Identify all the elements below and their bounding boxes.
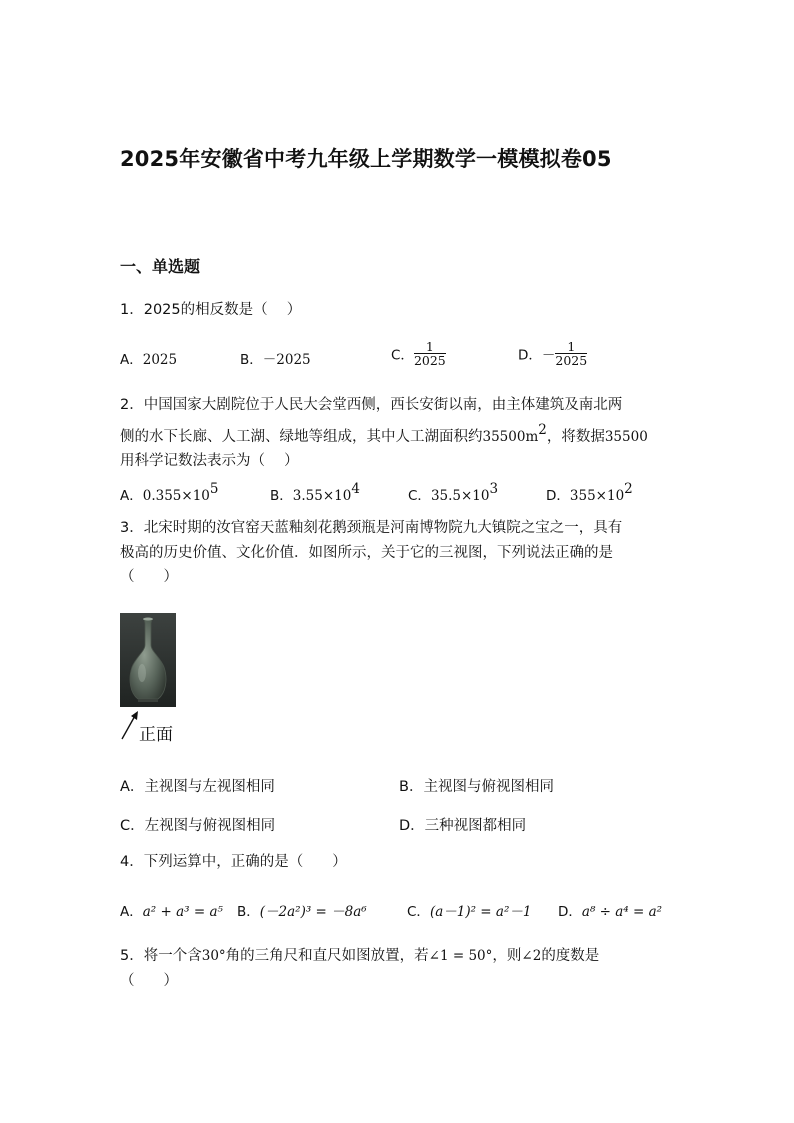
- question-2-stem: [120, 393, 680, 474]
- q2-option-b: [270, 481, 360, 504]
- stem-line-2: （ ）: [120, 972, 178, 989]
- q1-option-c: [391, 340, 446, 367]
- q4-option-a: [120, 900, 223, 920]
- minus-sign: －: [541, 347, 556, 364]
- question-1-stem: 1．2025的相反数是（ ）: [120, 302, 302, 318]
- stem-line-1: 2．中国国家大剧院位于人民大会堂西侧，西长安街以南，由主体建筑及南北两: [120, 397, 623, 413]
- section-heading: 一、单选题: [120, 257, 201, 276]
- option-label: A．: [120, 352, 143, 368]
- option-value: 0.355×10: [142, 488, 210, 504]
- option-label: A．: [120, 904, 143, 920]
- q1-option-a: [120, 348, 177, 368]
- fraction: [414, 340, 446, 367]
- option-value: 3.55×10: [292, 488, 352, 504]
- numerator: 1: [425, 339, 434, 354]
- option-label: A．: [120, 488, 143, 504]
- figure-label-front: 正面: [139, 725, 173, 745]
- vase-image: [120, 613, 176, 707]
- q3-option-c: C．左视图与俯视图相同: [120, 818, 276, 834]
- stem-text: ，则: [492, 948, 522, 964]
- option-value: (a－1)² = a²－1: [429, 904, 532, 920]
- area-value: 35500m: [482, 428, 539, 445]
- number-value: 35500: [604, 428, 648, 445]
- q4-option-d: [558, 900, 662, 920]
- option-label: D．: [546, 488, 570, 504]
- stem-text: ，将数据: [546, 428, 605, 445]
- q2-option-a: [120, 481, 218, 504]
- arrow-icon: [119, 710, 141, 742]
- stem-line-3: （ ）: [120, 569, 178, 585]
- option-value: 2025: [142, 352, 178, 368]
- question-5-stem: [120, 944, 680, 993]
- q3-option-a: A．主视图与左视图相同: [120, 779, 275, 795]
- vase-photo: [120, 613, 176, 707]
- stem-line-2: 极高的历史价值、文化价值．如图所示，关于它的三视图，下列说法正确的是: [120, 544, 613, 561]
- exponent: 2: [624, 481, 633, 497]
- question-4-stem: 4．下列运算中，正确的是（ ）: [120, 854, 347, 870]
- q2-option-c: [408, 481, 498, 504]
- option-label: C．: [408, 488, 431, 504]
- stem-text: 角的三角尺和直尺如图放置，若: [225, 948, 429, 964]
- q3-option-d: D．三种视图都相同: [399, 818, 527, 834]
- stem-line-1: [120, 944, 680, 969]
- option-label: B．: [240, 352, 263, 368]
- stem-text: 侧的水下长廊、人工湖、绿地等组成，其中人工湖面积约: [120, 428, 483, 445]
- stem-text: 的度数是: [541, 948, 600, 964]
- q2-option-d: [546, 481, 633, 504]
- q4-option-c: [407, 900, 531, 920]
- area-unit-exponent: 2: [538, 421, 547, 438]
- option-value: a² + a³ = a⁵: [142, 904, 223, 920]
- option-label: B．: [270, 488, 293, 504]
- exponent: 5: [209, 481, 219, 497]
- stem-text: 5．将一个含: [120, 948, 202, 964]
- option-label: D．: [518, 347, 542, 364]
- fraction: [555, 340, 587, 367]
- option-value: －2025: [262, 352, 311, 368]
- option-value: a⁸ ÷ a⁴ = a²: [581, 904, 663, 920]
- stem-line-3: 用科学记数法表示为（ ）: [120, 453, 299, 469]
- stem-line-1: 3．北宋时期的汝官窑天蓝釉刻花鹅颈瓶是河南博物院九大镇院之宝之一，具有: [120, 520, 623, 536]
- option-label: B．: [237, 904, 260, 920]
- numerator: 1: [567, 339, 576, 354]
- question-3-stem: [120, 516, 680, 590]
- q4-option-b: [237, 900, 367, 920]
- exponent: 3: [489, 481, 499, 497]
- angle-2: ∠2: [521, 948, 542, 964]
- angle-1-value: ∠1 = 50°: [428, 948, 493, 964]
- q1-option-d: [518, 340, 587, 367]
- option-value: 355×10: [569, 488, 625, 504]
- option-value: 35.5×10: [430, 488, 490, 504]
- angle-degree: 30°: [201, 948, 226, 964]
- stem-line-2: [120, 418, 680, 450]
- denominator: 2025: [413, 353, 446, 368]
- q3-option-b: B．主视图与俯视图相同: [399, 779, 554, 795]
- exponent: 4: [351, 481, 360, 497]
- q1-option-b: [240, 348, 311, 368]
- option-label: C．: [391, 347, 414, 364]
- page-title: 2025年安徽省中考九年级上学期数学一模模拟卷05: [120, 147, 612, 171]
- option-label: C．: [407, 904, 430, 920]
- option-value: (－2a²)³ = －8a⁶: [259, 904, 367, 920]
- denominator: 2025: [555, 353, 588, 368]
- option-label: D．: [558, 904, 582, 920]
